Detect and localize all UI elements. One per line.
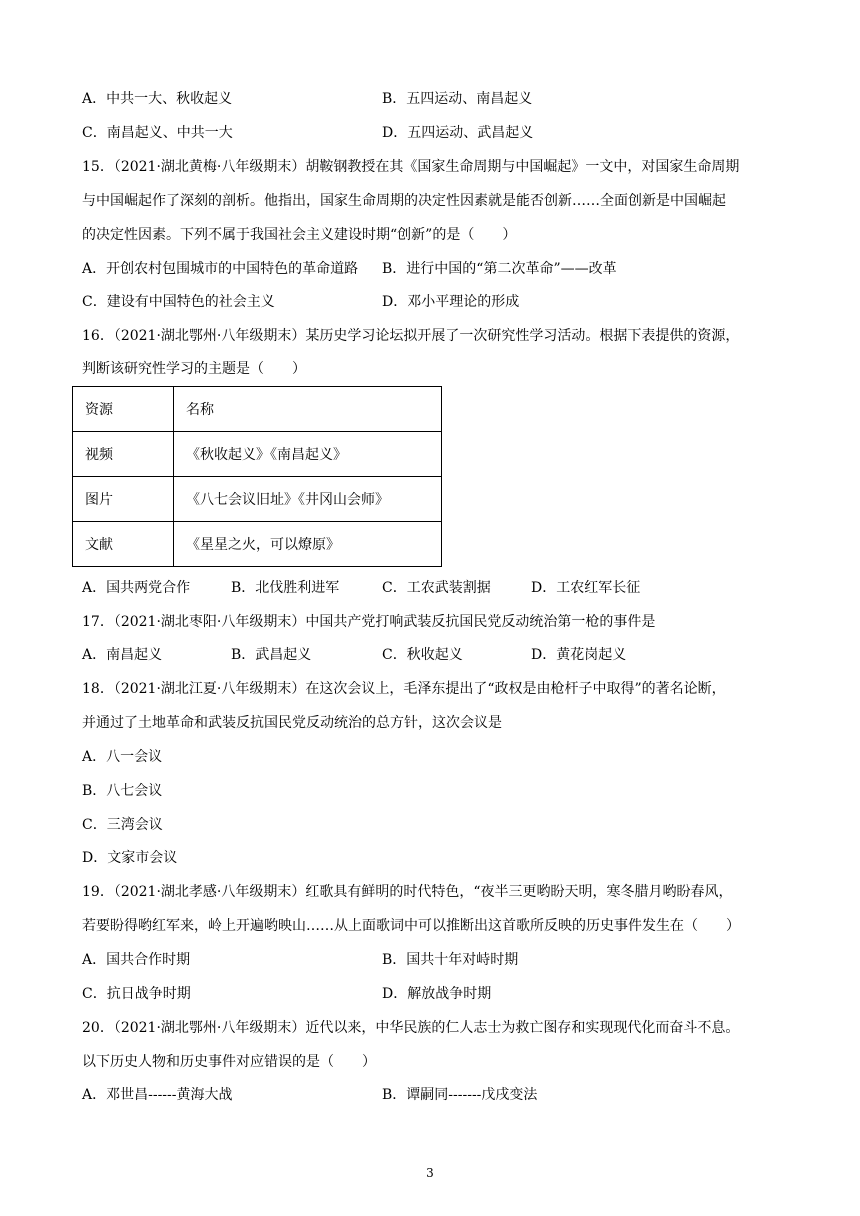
q20-option-a: A．邓世昌------黄海大战: [82, 1087, 233, 1103]
q20-stem-line-2: 以下历史人物和历史事件对应错误的是（ ）: [82, 1054, 376, 1070]
q15-option-b: B．进行中国的“第二次革命”——改革: [382, 261, 617, 277]
q18-option-b: B．八七会议: [82, 783, 163, 799]
table-cell: 图片: [73, 477, 174, 522]
q18-option-a: A．八一会议: [82, 749, 163, 765]
q18-stem-line-1: 18．（2021·湖北江夏·八年级期末）在这次会议上，毛泽东提出了“政权是由枪杆子中取得”的著名论断，: [82, 681, 726, 697]
table-cell: 《星星之火，可以燎原》: [174, 522, 442, 567]
q19-option-c: C．抗日战争时期: [82, 986, 191, 1002]
q14-option-d: D．五四运动、武昌起义: [382, 125, 534, 141]
table-cell: 文献: [73, 522, 174, 567]
table-header-cell: 资源: [73, 387, 174, 432]
q15-option-a: A．开创农村包围城市的中国特色的革命道路: [82, 261, 359, 277]
q16-option-b: B．北伐胜利进军: [231, 580, 340, 596]
q20-option-b: B．谭嗣同-------戊戌变法: [382, 1087, 538, 1103]
q19-stem-line-1: 19．（2021·湖北孝感·八年级期末）红歌具有鲜明的时代特色，“夜半三更哟盼天明，寒冬腊月哟盼春风，: [82, 884, 733, 900]
q14-option-b: B．五四运动、南昌起义: [382, 91, 533, 107]
resource-table: [72, 386, 442, 567]
q16-stem-line-1: 16．（2021·湖北鄂州·八年级期末）某历史学习论坛拟开展了一次研究性学习活动。根据下表提供的资源，: [82, 328, 740, 344]
q15-option-d: D．邓小平理论的形成: [382, 294, 520, 310]
table-row: [73, 432, 442, 477]
table-header-cell: 名称: [174, 387, 442, 432]
q16-option-d: D．工农红军长征: [531, 580, 641, 596]
q17-option-a: A．南昌起义: [82, 647, 163, 663]
q18-option-c: C．三湾会议: [82, 817, 163, 833]
q19-stem-line-2: 若要盼得哟红军来，岭上开遍哟映山……从上面歌词中可以推断出这首歌所反映的历史事件发生在（ ）: [82, 918, 740, 934]
q16-options: [0, 578, 860, 598]
q17-option-c: C．秋收起义: [382, 647, 463, 663]
q16-stem-line-2: 判断该研究性学习的主题是（ ）: [82, 361, 306, 377]
q16-option-a: A．国共两党合作: [82, 580, 191, 596]
q19-option-d: D．解放战争时期: [382, 986, 492, 1002]
table-cell: 视频: [73, 432, 174, 477]
q15-option-c: C．建设有中国特色的社会主义: [82, 294, 275, 310]
q19-option-a: A．国共合作时期: [82, 952, 191, 968]
q15-stem-line-3: 的决定性因素。下列不属于我国社会主义建设时期“创新”的是（ ）: [82, 227, 517, 243]
q15-stem-line-1: 15．（2021·湖北黄梅·八年级期末）胡鞍钢教授在其《国家生命周期与中国崛起》一文中，对国家生命周期: [82, 159, 740, 175]
table-header-row: [73, 387, 442, 432]
table-cell: 《秋收起义》《南昌起义》: [174, 432, 442, 477]
q14-option-a: A．中共一大、秋收起义: [82, 91, 233, 107]
table-row: [73, 522, 442, 567]
q20-stem-line-1: 20．（2021·湖北鄂州·八年级期末）近代以来，中华民族的仁人志士为救亡图存和实现现代化而奋斗不息。: [82, 1020, 740, 1036]
q17-stem: 17．（2021·湖北枣阳·八年级期末）中国共产党打响武装反抗国民党反动统治第一枪的事件是: [82, 614, 656, 630]
table-cell: 《八七会议旧址》《井冈山会师》: [174, 477, 442, 522]
q15-stem-line-2: 与中国崛起作了深刻的剖析。他指出，国家生命周期的决定性因素就是能否创新……全面创新是中国崛起: [82, 193, 726, 209]
table-row: [73, 477, 442, 522]
q18-option-d: D．文家市会议: [82, 850, 178, 866]
q14-option-c: C．南昌起义、中共一大: [82, 125, 233, 141]
q19-option-b: B．国共十年对峙时期: [382, 952, 519, 968]
q16-option-c: C．工农武装割据: [382, 580, 491, 596]
q17-options: [0, 645, 860, 665]
page-number: 3: [426, 1166, 434, 1180]
q17-option-d: D．黄花岗起义: [531, 647, 627, 663]
q17-option-b: B．武昌起义: [231, 647, 312, 663]
q18-stem-line-2: 并通过了土地革命和武装反抗国民党反动统治的总方针，这次会议是: [82, 715, 502, 731]
